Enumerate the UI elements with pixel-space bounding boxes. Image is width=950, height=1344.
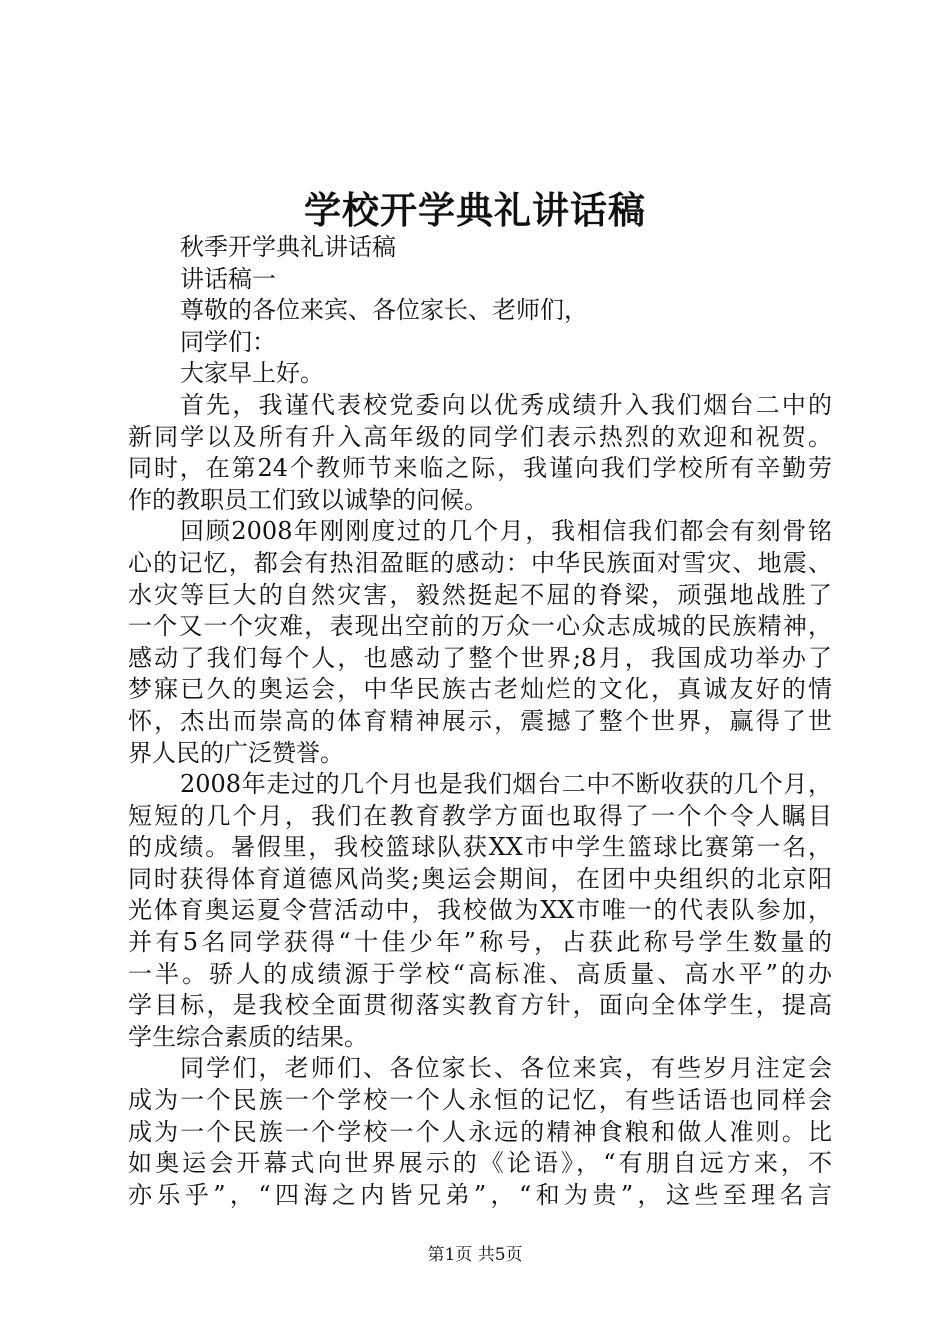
page-footer: 第1页 共5页 [427,1245,523,1265]
text-line: 怀，杰出而崇高的体育精神展示，震撼了整个世界，赢得了世 [128,706,832,735]
text-line: 学目标，是我校全面贯彻落实教育方针，面向全体学生，提高 [128,991,832,1020]
text-line: 讲话稿一 [180,264,276,293]
text-line: 尊敬的各位来宾、各位家长、老师们， [180,296,588,325]
text-line: 的成绩。暑假里，我校篮球队获XX市中学生篮球比赛第一名， [128,833,832,862]
text-line: 成为一个民族一个学校一个人永恒的记忆，有些话语也同样会 [128,1086,832,1115]
text-line: 同时，在第24个教师节来临之际，我谨向我们学校所有辛勤劳 [128,454,832,483]
text-line: 心的记忆，都会有热泪盈眶的感动：中华民族面对雪灾、地震、 [128,548,832,577]
text-line: 新同学以及所有升入高年级的同学们表示热烈的欢迎和祝贺。 [128,422,832,451]
page-title: 学校开学典礼讲话稿 [304,188,646,232]
text-line: 光体育奥运夏令营活动中，我校做为XX市唯一的代表队参加， [128,896,832,925]
text-line: 感动了我们每个人，也感动了整个世界;8月，我国成功举办了 [128,643,832,672]
text-line: 水灾等巨大的自然灾害，毅然挺起不屈的脊梁，顽强地战胜了 [128,580,832,609]
text-line: 同学们，老师们、各位家长、各位来宾，有些岁月注定会 [180,1054,832,1083]
text-line: 亦乐乎”，“四海之内皆兄弟”，“和为贵”，这些至理名言 [128,1180,832,1209]
text-line: 界人民的广泛赞誉。 [128,738,344,767]
text-line: 一半。骄人的成绩源于学校“高标准、高质量、高水平”的办 [128,959,832,988]
text-line: 梦寐已久的奥运会，中华民族古老灿烂的文化，真诚友好的情 [128,675,832,704]
text-line: 并有5名同学获得“十佳少年”称号，占获此称号学生数量的 [128,928,832,957]
text-line: 同时获得体育道德风尚奖;奥运会期间，在团中央组织的北京阳 [128,864,832,893]
text-line: 学生综合素质的结果。 [128,1022,368,1051]
text-line: 同学们： [180,327,276,356]
text-line: 2008年走过的几个月也是我们烟台二中不断收获的几个月， [180,770,832,799]
text-line: 秋季开学典礼讲话稿 [180,233,396,261]
text-line: 大家早上好。 [180,359,324,388]
text-line: 短短的几个月，我们在教育教学方面也取得了一个个令人瞩目 [128,801,832,830]
text-line: 首先，我谨代表校党委向以优秀成绩升入我们烟台二中的 [180,390,832,419]
text-line: 作的教职员工们致以诚挚的问候。 [128,485,488,514]
text-line: 如奥运会开幕式向世界展示的《论语》，“有朋自远方来，不 [128,1149,832,1178]
text-line: 回顾2008年刚刚度过的几个月，我相信我们都会有刻骨铭 [180,517,832,546]
document-body [128,232,832,1211]
text-line: 成为一个民族一个学校一个人永远的精神食粮和做人准则。比 [128,1117,832,1146]
text-line: 一个又一个灾难，表现出空前的万众一心众志成城的民族精神， [128,612,832,641]
